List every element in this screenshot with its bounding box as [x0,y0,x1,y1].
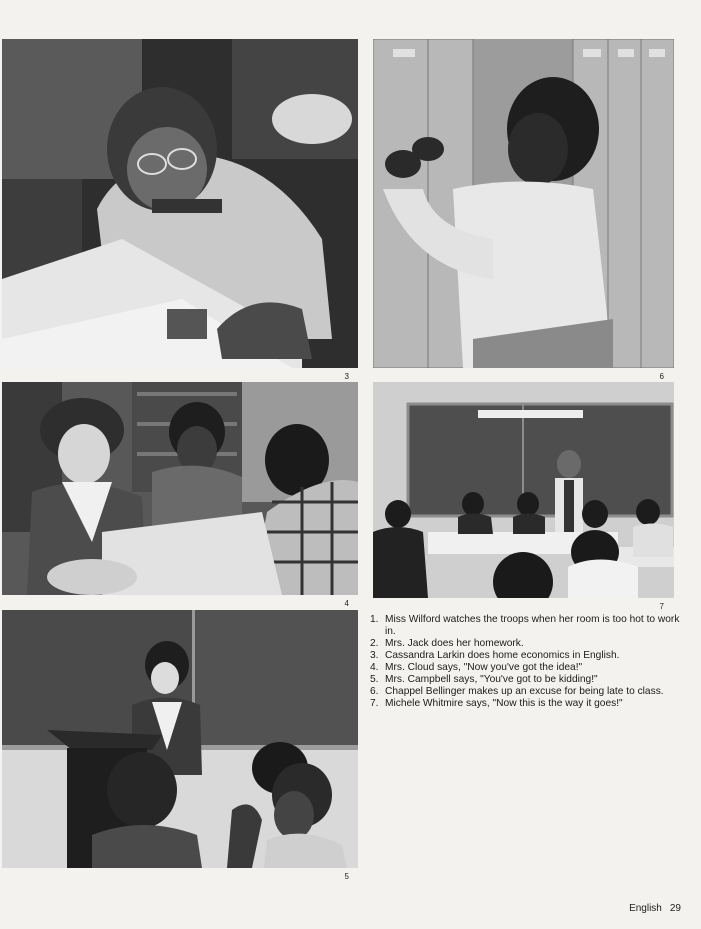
caption-number: 3. [370,650,379,661]
photo-student-reading [2,39,358,368]
caption-number: 2. [370,638,379,649]
page-footer [629,903,681,914]
caption-number: 5. [370,674,379,685]
caption-item [370,614,688,638]
caption-text: Mrs. Campbell says, "You've got to be kidding!" [385,674,598,685]
caption-text: Chappel Bellinger makes up an excuse for being late to class. [385,686,664,697]
photo-teacher-lectern [2,610,358,868]
photo-teacher-laughing [2,382,358,595]
photo-number: 3 [344,372,349,381]
photo-classroom-chalkboard [373,382,674,598]
caption-text: Cassandra Larkin does home economics in English. [385,650,620,661]
caption-item [370,698,688,710]
section-name: English [629,903,662,914]
caption-item [370,686,688,698]
caption-list [370,614,688,710]
page-number: 29 [669,903,681,914]
photo-number: 6 [659,372,664,381]
caption-number: 4. [370,662,379,673]
caption-text: Mrs. Jack does her homework. [385,638,524,649]
caption-number: 1. [370,614,379,625]
caption-text: Mrs. Cloud says, "Now you've got the idea!" [385,662,583,673]
caption-text: Michele Whitmire says, "Now this is the way it goes!" [385,698,623,709]
photo-student-lockers [373,39,674,368]
photo-number: 4 [344,599,349,608]
caption-item [370,638,688,650]
caption-item [370,674,688,686]
caption-text: Miss Wilford watches the troops when her room is too hot to work in. [385,614,680,637]
caption-item [370,650,688,662]
caption-number: 7. [370,698,379,709]
photo-number: 5 [344,872,349,881]
caption-item [370,662,688,674]
photo-number: 7 [659,602,664,611]
caption-number: 6. [370,686,379,697]
